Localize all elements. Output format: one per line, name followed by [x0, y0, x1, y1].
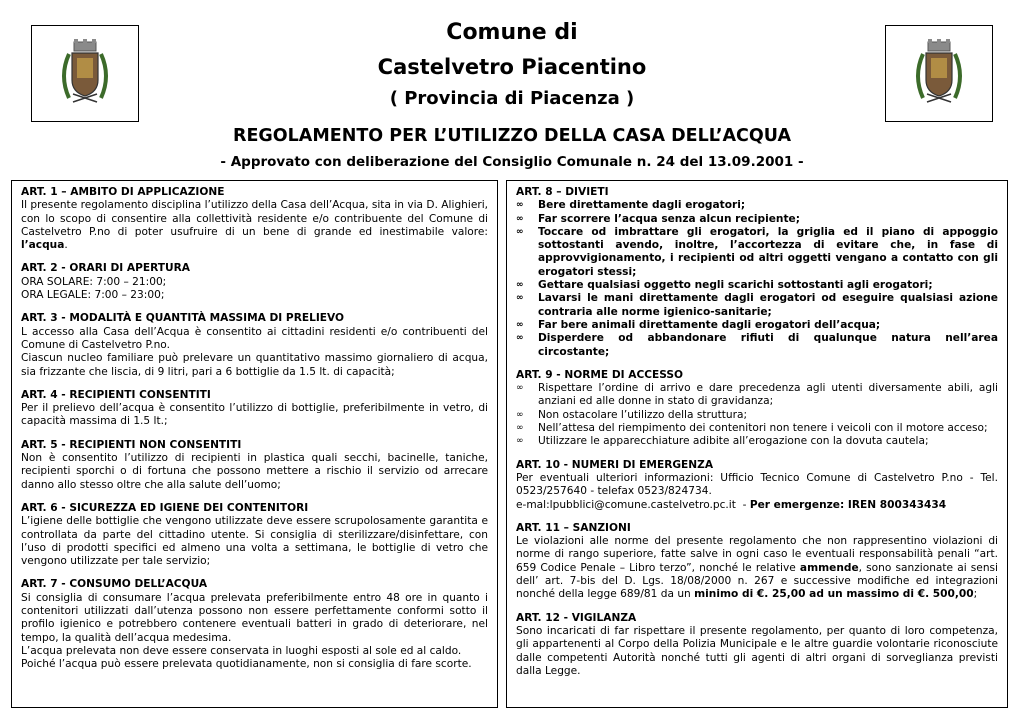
article-title: ART. 3 - MODALITÀ E QUANTITÀ MASSIMA DI PRELIEVO — [21, 312, 345, 325]
contact-info: Per eventuali ulteriori informazioni: Ufficio Tecnico Comune di Castelvetro P.no - Tel. 0523/257640 - telefax 0523/824734. — [516, 471, 998, 498]
article-10 — [516, 459, 998, 512]
article-body: Ciascun nucleo familiare può prelevare un quantitativo massimo giornaliero di acqua, sia frizzante che liscia, di 9 litri, pari a 6 bottiglie da 1.5 lt. di capacità; — [21, 352, 488, 378]
province-name: ( Provincia di Piacenza ) — [389, 88, 635, 109]
infinity-bullet-icon: ∞ — [516, 280, 524, 291]
summer-hours: ORA SOLARE: 7:00 – 21:00; — [21, 275, 167, 288]
article-body: Poiché l’acqua può essere prelevata quotidianamente, non si consiglia di fare scorte. — [21, 658, 472, 671]
article-body: Le violazioni alle norme del presente regolamento che non rappresentino violazioni di norme di rango superiore, fatte salve in ogni caso le eventuali responsabilità penali “art. 659 Codice Penale – Libro terzo”, nonché le relative ammende, sono sanzionate ai sensi dell’ art. 7-bis del D. Lgs. 18/08/2000 n. 267 e successive modifiche ed integrazioni nonché della legge 689/81 da un minimo di €. 25,00 ad un massimo di €. 500,00; — [516, 535, 998, 601]
article-3 — [21, 312, 488, 378]
infinity-bullet-icon: ∞ — [516, 213, 524, 224]
access-rules-list — [516, 382, 998, 448]
infinity-bullet-icon: ∞ — [516, 226, 524, 237]
article-7 — [21, 578, 488, 671]
document-title: REGOLAMENTO PER L’UTILIZZO DELLA CASA DELL’ACQUA — [232, 126, 791, 146]
emergency-number: Per emergenze: IREN 800343434 — [749, 498, 947, 511]
infinity-bullet-icon: ∞ — [516, 293, 524, 304]
list-item: ∞ Bere direttamente dagli erogatori; — [516, 199, 746, 212]
article-11 — [516, 522, 998, 602]
infinity-bullet-icon: ∞ — [516, 436, 524, 447]
infinity-bullet-icon: ∞ — [516, 333, 524, 344]
right-column — [506, 180, 1008, 708]
article-title: ART. 2 - ORARI DI APERTURA — [21, 262, 190, 275]
article-title: ART. 4 - RECIPIENTI CONSENTITI — [21, 388, 211, 401]
coat-of-arms-icon — [909, 36, 969, 112]
article-2 — [21, 262, 488, 302]
coat-of-arms-icon — [55, 36, 115, 112]
article-title: ART. 11 – SANZIONI — [516, 521, 631, 534]
list-item: ∞ Utilizzare le apparecchiature adibite all’erogazione con la dovuta cautela; — [516, 435, 929, 448]
list-item: ∞ Non ostacolare l’utilizzo della struttura; — [516, 408, 748, 421]
article-title: ART. 9 - NORME DI ACCESSO — [516, 368, 684, 381]
article-body: Non è consentito l’utilizzo di recipienti in plastica quali secchi, bacinelle, taniche, recipienti sporchi o di fortuna che possono mettere a rischio il servizio od arrecare danno allo stesso oltre che alla salute dell’uomo; — [21, 452, 488, 491]
winter-hours: ORA LEGALE: 7:00 – 23:00; — [21, 289, 165, 302]
list-item: ∞ Rispettare l’ordine di arrivo e dare precedenza agli utenti diversamente abili, agli anziani ed alle donne in stato di gravidanza; — [516, 382, 998, 408]
article-body: L accesso alla Casa dell’Acqua è consentito ai cittadini residenti e/o contribuenti del Comune di Castelvetro P.no. — [21, 325, 488, 351]
article-body: L’igiene delle bottiglie che vengono utilizzate deve essere scrupolosamente garantita e controllata da parte del cittadino utente. Si consiglia di sterilizzare/disinfettare, con l’uso di prodotti specifici ed almeno una volta a settimana, le bottiglie di vetro che vengono utilizzate per tale servizio; — [21, 515, 488, 568]
contact-email-line: e-mal:lpubblici@comune.castelvetro.pc.it - Per emergenze: IREN 800343434 — [516, 498, 947, 511]
municipality-prefix: Comune di — [446, 20, 578, 45]
article-body: Per il prelievo dell’acqua è consentito l’utilizzo di bottiglie, preferibilmente in vetro, di capacità massima di 1.5 lt.; — [21, 402, 488, 428]
infinity-bullet-icon: ∞ — [516, 383, 524, 394]
article-title: ART. 7 - CONSUMO DELL’ACQUA — [21, 578, 208, 591]
article-4 — [21, 389, 488, 429]
article-title: ART. 6 - SICUREZZA ED IGIENE DEI CONTENITORI — [21, 501, 309, 514]
infinity-bullet-icon: ∞ — [516, 423, 524, 434]
article-9 — [516, 369, 998, 449]
article-body: Sono incaricati di far rispettare il presente regolamento, per quanto di loro competenza, gli appartenenti al Corpo della Polizia Municipale e le altre guardie volontarie riconosciute dalle competenti Autorità nonché tutti gli agenti di altri organi di sorveglianza previsti dalla Legge. — [516, 624, 998, 677]
article-6 — [21, 502, 488, 568]
prohibitions-list — [516, 199, 998, 359]
article-5 — [21, 439, 488, 492]
article-1 — [21, 186, 488, 252]
list-item: ∞ Gettare qualsiasi oggetto negli scarichi sottostanti agli erogatori; — [516, 279, 933, 292]
municipality-name: Castelvetro Piacentino — [377, 55, 647, 79]
article-title: ART. 5 - RECIPIENTI NON CONSENTITI — [21, 438, 242, 451]
infinity-bullet-icon: ∞ — [516, 409, 524, 420]
article-title: ART. 12 - VIGILANZA — [516, 611, 637, 624]
left-column — [11, 180, 498, 708]
article-title: ART. 8 – DIVIETI — [516, 186, 609, 198]
document-header — [150, 16, 874, 114]
article-body: Si consiglia di consumare l’acqua prelevata preferibilmente entro 48 ore in quanto i contenitori utilizzati dall’utenza possono non essere perfettamente conformi sotto il profilo igienico e potrebbero contenere eventuali batteri in grado di deteriorare, nel tempo, la qualità dell’acqua medesima. — [21, 591, 488, 644]
article-body: L’acqua prelevata non deve essere conservata in luoghi esposti al sole ed al caldo. — [21, 644, 462, 657]
infinity-bullet-icon: ∞ — [516, 319, 524, 330]
article-12 — [516, 612, 998, 678]
coat-of-arms-right — [885, 25, 993, 122]
approval-note: - Approvato con deliberazione del Consiglio Comunale n. 24 del 13.09.2001 - — [220, 154, 804, 170]
infinity-bullet-icon: ∞ — [516, 200, 524, 211]
article-title: ART. 1 – AMBITO DI APPLICAZIONE — [21, 186, 225, 198]
list-item: ∞ Far scorrere l’acqua senza alcun recipiente; — [516, 212, 800, 225]
coat-of-arms-left — [31, 25, 139, 122]
list-item: ∞ Lavarsi le mani direttamente dagli erogatori od eseguire qualsiasi azione contraria alle norme igienico-sanitarie; — [516, 292, 998, 318]
article-body: Il presente regolamento disciplina l’utilizzo della Casa dell’Acqua, sita in via D. Alighieri, con lo scopo di consentire alla collettività residente e/o contribuente del Comune di Castelvetro P.no di poter usufruire di un bene di grande ed inestimabile valore: l’acqua. — [21, 199, 489, 252]
article-8 — [516, 186, 998, 359]
list-item: ∞ Nell’attesa del riempimento dei contenitori non tenere i veicoli con il motore acceso; — [516, 422, 988, 435]
list-item: ∞ Toccare od imbrattare gli erogatori, la griglia ed il piano di appoggio sottostanti avendo, inoltre, l’accortezza di evitare che, in fase di approvvigionamento, i recipienti od altri oggetti vengano a contatto con gli erogatori stessi; — [516, 225, 998, 278]
list-item: ∞ Far bere animali direttamente dagli erogatori dell’acqua; — [516, 318, 881, 331]
list-item: ∞ Disperdere od abbandonare rifiuti di qualunque natura nell’area circostante; — [516, 332, 998, 358]
email-address: e-mal:lpubblici@comune.castelvetro.pc.it — [516, 498, 736, 511]
article-title: ART. 10 - NUMERI DI EMERGENZA — [516, 458, 714, 471]
